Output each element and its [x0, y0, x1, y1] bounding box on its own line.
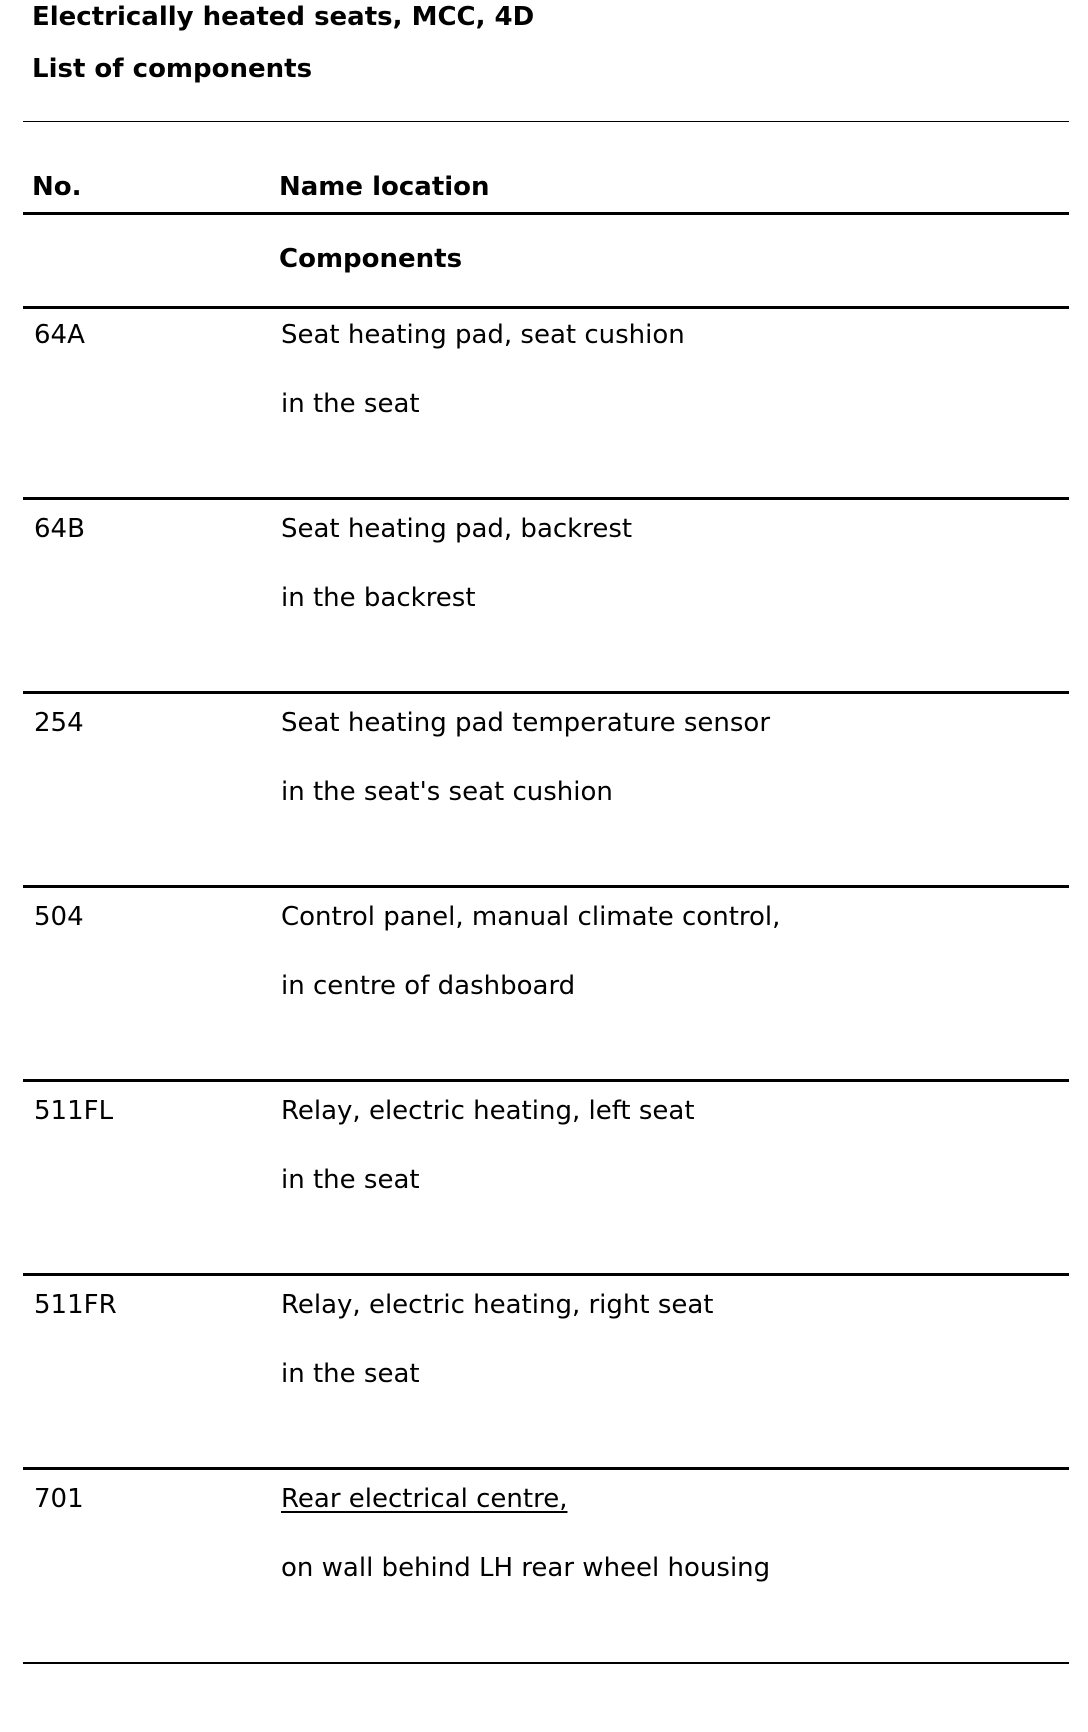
- section-label-components: Components: [279, 244, 463, 274]
- column-header-name-location: Name location: [279, 172, 490, 202]
- component-number: 64B: [34, 514, 85, 544]
- component-name: Relay, electric heating, left seat: [281, 1096, 695, 1126]
- component-name: Relay, electric heating, right seat: [281, 1290, 714, 1320]
- row-divider: [23, 1662, 1069, 1664]
- component-number: 511FL: [34, 1096, 114, 1126]
- component-name-link[interactable]: Rear electrical centre,: [281, 1484, 568, 1514]
- table-row: [0, 1082, 1088, 1276]
- component-number: 511FR: [34, 1290, 117, 1320]
- table-row: [0, 306, 1088, 500]
- component-location: in the seat: [281, 1359, 420, 1389]
- component-number: 504: [34, 902, 84, 932]
- document-subtitle: List of components: [32, 54, 313, 84]
- component-number: 64A: [34, 320, 85, 350]
- component-number: 254: [34, 708, 84, 738]
- header-divider: [23, 212, 1069, 215]
- component-location: in the backrest: [281, 583, 476, 613]
- table-row: [0, 888, 1088, 1082]
- components-table: [0, 306, 1088, 1664]
- component-name: Seat heating pad temperature sensor: [281, 708, 771, 738]
- table-row: [0, 694, 1088, 888]
- table-row: [0, 1276, 1088, 1470]
- document-title: Electrically heated seats, MCC, 4D: [32, 2, 535, 32]
- component-location: in the seat: [281, 389, 420, 419]
- table-row: [0, 1470, 1088, 1664]
- component-location: in the seat: [281, 1165, 420, 1195]
- table-row: [0, 500, 1088, 694]
- column-header-no: No.: [32, 172, 82, 202]
- component-number: 701: [34, 1484, 84, 1514]
- title-divider: [23, 121, 1069, 122]
- component-location: in the seat's seat cushion: [281, 777, 613, 807]
- component-name: Control panel, manual climate control,: [281, 902, 781, 932]
- component-name: Seat heating pad, seat cushion: [281, 320, 685, 350]
- component-name: Seat heating pad, backrest: [281, 514, 633, 544]
- component-location: on wall behind LH rear wheel housing: [281, 1553, 771, 1583]
- component-location: in centre of dashboard: [281, 971, 576, 1001]
